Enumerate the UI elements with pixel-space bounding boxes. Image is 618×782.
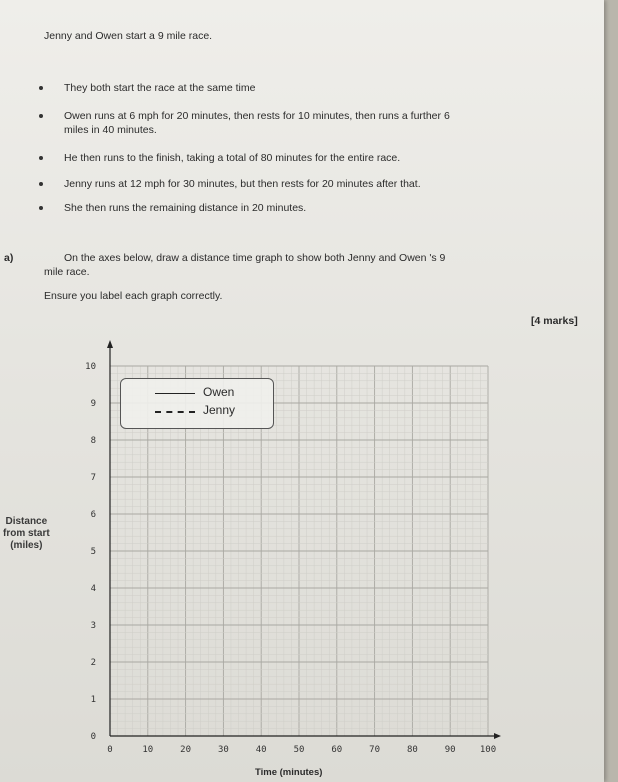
legend-dashed-line bbox=[155, 411, 195, 413]
bullet-3: He then runs to the finish, taking a total of 80 minutes for the entire race. bbox=[64, 152, 401, 164]
x-axis-arrow bbox=[494, 733, 501, 739]
y-tick-label: 3 bbox=[90, 621, 96, 631]
y-tick-label: 5 bbox=[90, 547, 96, 557]
chart-legend bbox=[120, 378, 274, 429]
bullet-5: She then runs the remaining distance in 20 minutes. bbox=[64, 202, 307, 214]
intro-text: Jenny and Owen start a 9 mile race. bbox=[44, 30, 213, 42]
y-tick-label: 10 bbox=[85, 362, 96, 372]
bullet-1: They both start the race at the same time bbox=[64, 82, 256, 94]
y-axis-label bbox=[3, 516, 50, 552]
x-tick-label: 70 bbox=[369, 745, 381, 755]
x-axis-label: Time (minutes) bbox=[255, 767, 323, 778]
question-line-3: Ensure you label each graph correctly. bbox=[44, 290, 223, 302]
bullet-2-cont: miles in 40 minutes. bbox=[64, 124, 157, 136]
y-tick-label: 7 bbox=[90, 473, 96, 483]
question-line-2: mile race. bbox=[44, 266, 90, 278]
y-axis-label-line: from start bbox=[3, 528, 50, 539]
x-tick-label: 50 bbox=[293, 745, 305, 755]
x-tick-label: 80 bbox=[406, 745, 418, 755]
x-tick-label: 20 bbox=[180, 745, 192, 755]
y-tick-label: 0 bbox=[90, 732, 96, 742]
x-tick-label: 10 bbox=[142, 745, 154, 755]
legend-solid-line bbox=[155, 393, 195, 394]
bullet-2: Owen runs at 6 mph for 20 minutes, then rests for 10 minutes, then runs a further 6 bbox=[64, 110, 450, 122]
x-tick-label: 60 bbox=[331, 745, 343, 755]
question-label: a) bbox=[4, 252, 14, 264]
y-tick-label: 8 bbox=[90, 436, 96, 446]
marks-label: [4 marks] bbox=[531, 315, 578, 327]
x-tick-label: 40 bbox=[255, 745, 267, 755]
x-tick-label: 100 bbox=[479, 745, 497, 755]
bullet-4: Jenny runs at 12 mph for 30 minutes, but then rests for 20 minutes after that. bbox=[64, 178, 421, 190]
y-tick-label: 1 bbox=[90, 695, 96, 705]
question-line-1: On the axes below, draw a distance time graph to show both Jenny and Owen 's 9 bbox=[64, 252, 446, 264]
y-axis-label-line: Distance bbox=[5, 516, 48, 527]
y-axis-arrow bbox=[107, 340, 113, 348]
y-tick-label: 2 bbox=[90, 658, 96, 668]
y-tick-label: 4 bbox=[90, 584, 96, 594]
y-axis-label-line: (miles) bbox=[10, 540, 43, 551]
y-tick-label: 9 bbox=[90, 399, 96, 409]
y-tick-label: 6 bbox=[90, 510, 96, 520]
legend-jenny: Jenny bbox=[203, 403, 236, 417]
x-tick-label: 30 bbox=[217, 745, 229, 755]
legend-owen: Owen bbox=[203, 385, 235, 399]
x-tick-label: 90 bbox=[444, 745, 456, 755]
x-tick-label: 0 bbox=[107, 745, 113, 755]
